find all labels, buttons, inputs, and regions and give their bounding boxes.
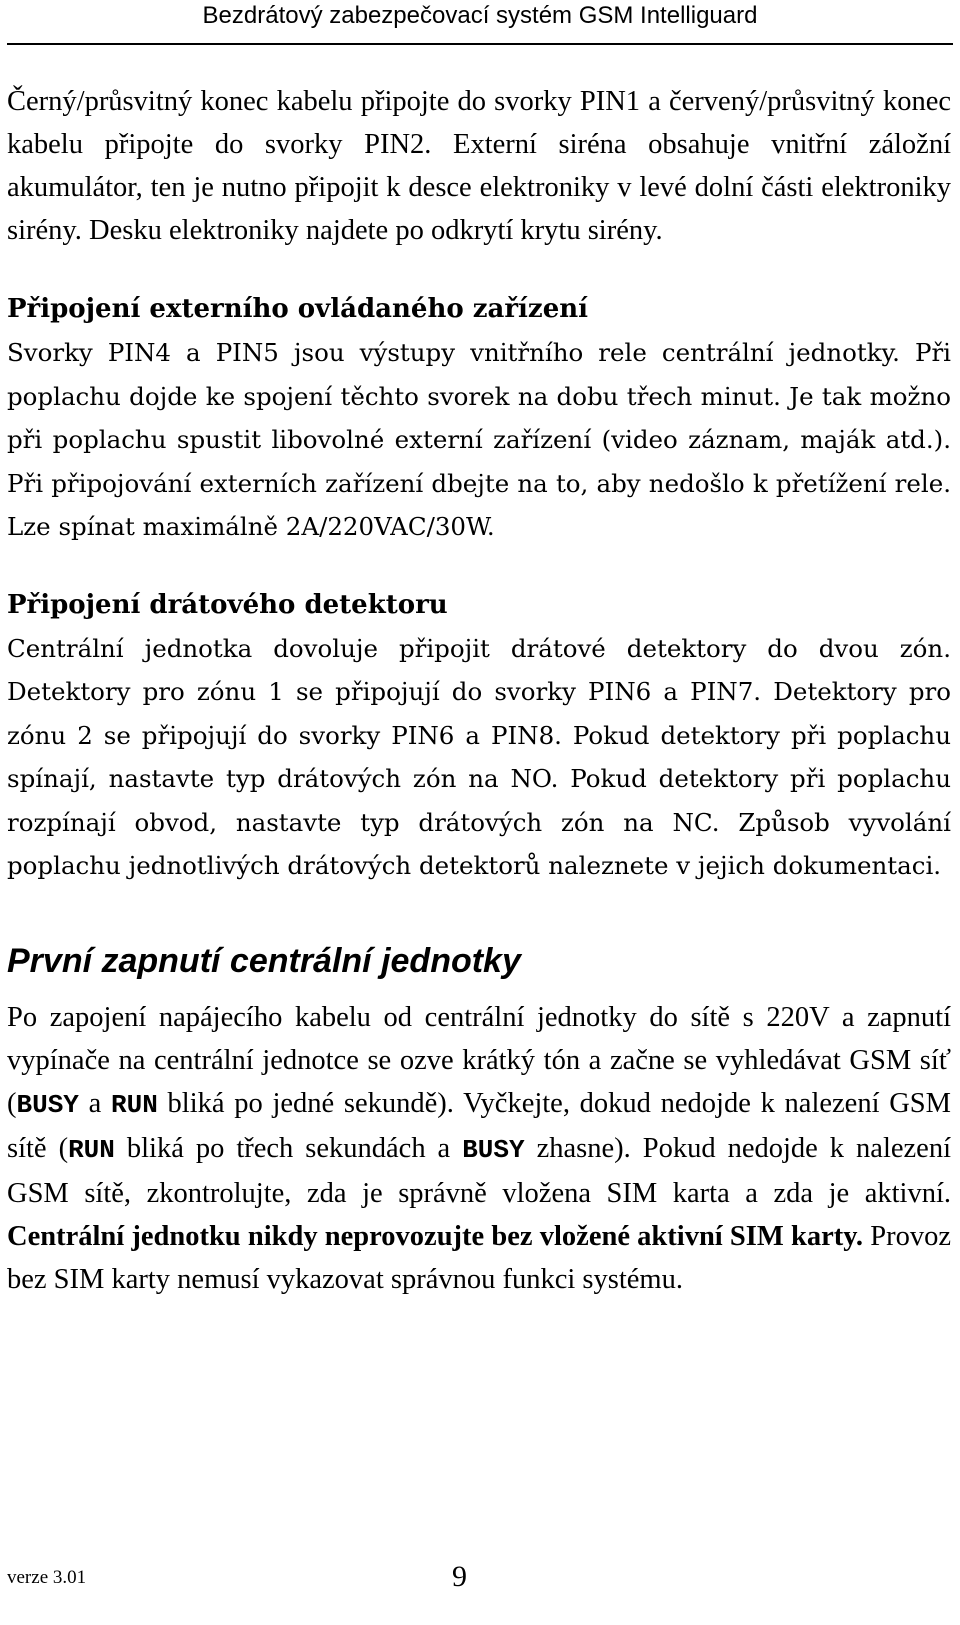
text-run: zhasne). Pokud nedojde k nalezení GSM sítě, zkontrolujte, zda je správně vložena SIM karta a zda je aktivní. (7, 1132, 951, 1209)
run-indicator-label: RUN (111, 1089, 158, 1120)
first-power-on-heading: První zapnutí centrální jednotky (7, 941, 521, 980)
first-power-on-paragraph (7, 996, 951, 1301)
text-run: Provoz bez SIM karty nemusí vykazovat správnou funkci systému. (7, 1220, 951, 1295)
page-content (7, 80, 951, 1301)
busy-indicator-label: BUSY (16, 1089, 79, 1120)
text-run: Po zapojení napájecího kabelu od centrální jednotky do sítě s 220V a zapnutí vypínače na centrální jednotce se ozve krátký tón a začne se vyhledávat GSM síť ( (7, 1001, 951, 1119)
wired-detector-paragraph: Centrální jednotka dovoluje připojit drátové detektory do dvou zón. Detektory pro zónu 1 se připojují do svorky PIN6 a PIN7. Detektory pro zónu 2 se připojují do svorky PIN6 a PIN8. Pokud detektory při poplachu spínají, nastavte typ drátových zón na NO. Pokud detektory při poplachu rozpínají obvod, nastavte typ drátových zón na NC. Způsob vyvolání poplachu jednotlivých drátových detektorů naleznete v jejich dokumentaci. (7, 633, 951, 880)
external-device-paragraph: Svorky PIN4 a PIN5 jsou výstupy vnitřního rele centrální jednotky. Při poplachu dojde ke spojení těchto svorek na dobu třech minut. Je tak možno při poplachu spustit libovolné externí zařízení (video záznam, maják atd.). Při připojování externích zařízení dbejte na to, aby nedošlo k přetížení rele. Lze spínat maximálně 2A/220VAC/30W. (7, 338, 951, 541)
text-run: bliká po jedné sekundě). Vyčkejte, dokud nedojde k nalezení GSM sítě ( (7, 1087, 951, 1164)
footer-version: verze 3.01 (7, 1567, 87, 1588)
intro-paragraph: Černý/průsvitný konec kabelu připojte do svorky PIN1 a červený/průsvitný konec kabelu připojte do svorky PIN2. Externí siréna obsahuje vnitřní záložní akumulátor, ten je nutno připojit k desce elektroniky v levé dolní části elektroniky sirény. Desku elektroniky najdete po odkrytí krytu sirény. (7, 86, 951, 246)
run-indicator-label: RUN (68, 1134, 115, 1165)
header-rule (7, 43, 953, 45)
busy-indicator-label: BUSY (462, 1134, 525, 1165)
wired-detector-heading: Připojení drátového detektoru (7, 589, 448, 620)
external-device-heading: Připojení externího ovládaného zařízení (7, 294, 589, 324)
header-title: Bezdrátový zabezpečovací systém GSM Intelliguard (202, 2, 758, 29)
text-run: bliká po třech sekundách a (114, 1132, 463, 1164)
page-number: 9 (452, 1560, 467, 1593)
sim-warning: Centrální jednotku nikdy neprovozujte bez vložené aktivní SIM karty. (7, 1220, 864, 1252)
text-run: a (78, 1087, 112, 1119)
